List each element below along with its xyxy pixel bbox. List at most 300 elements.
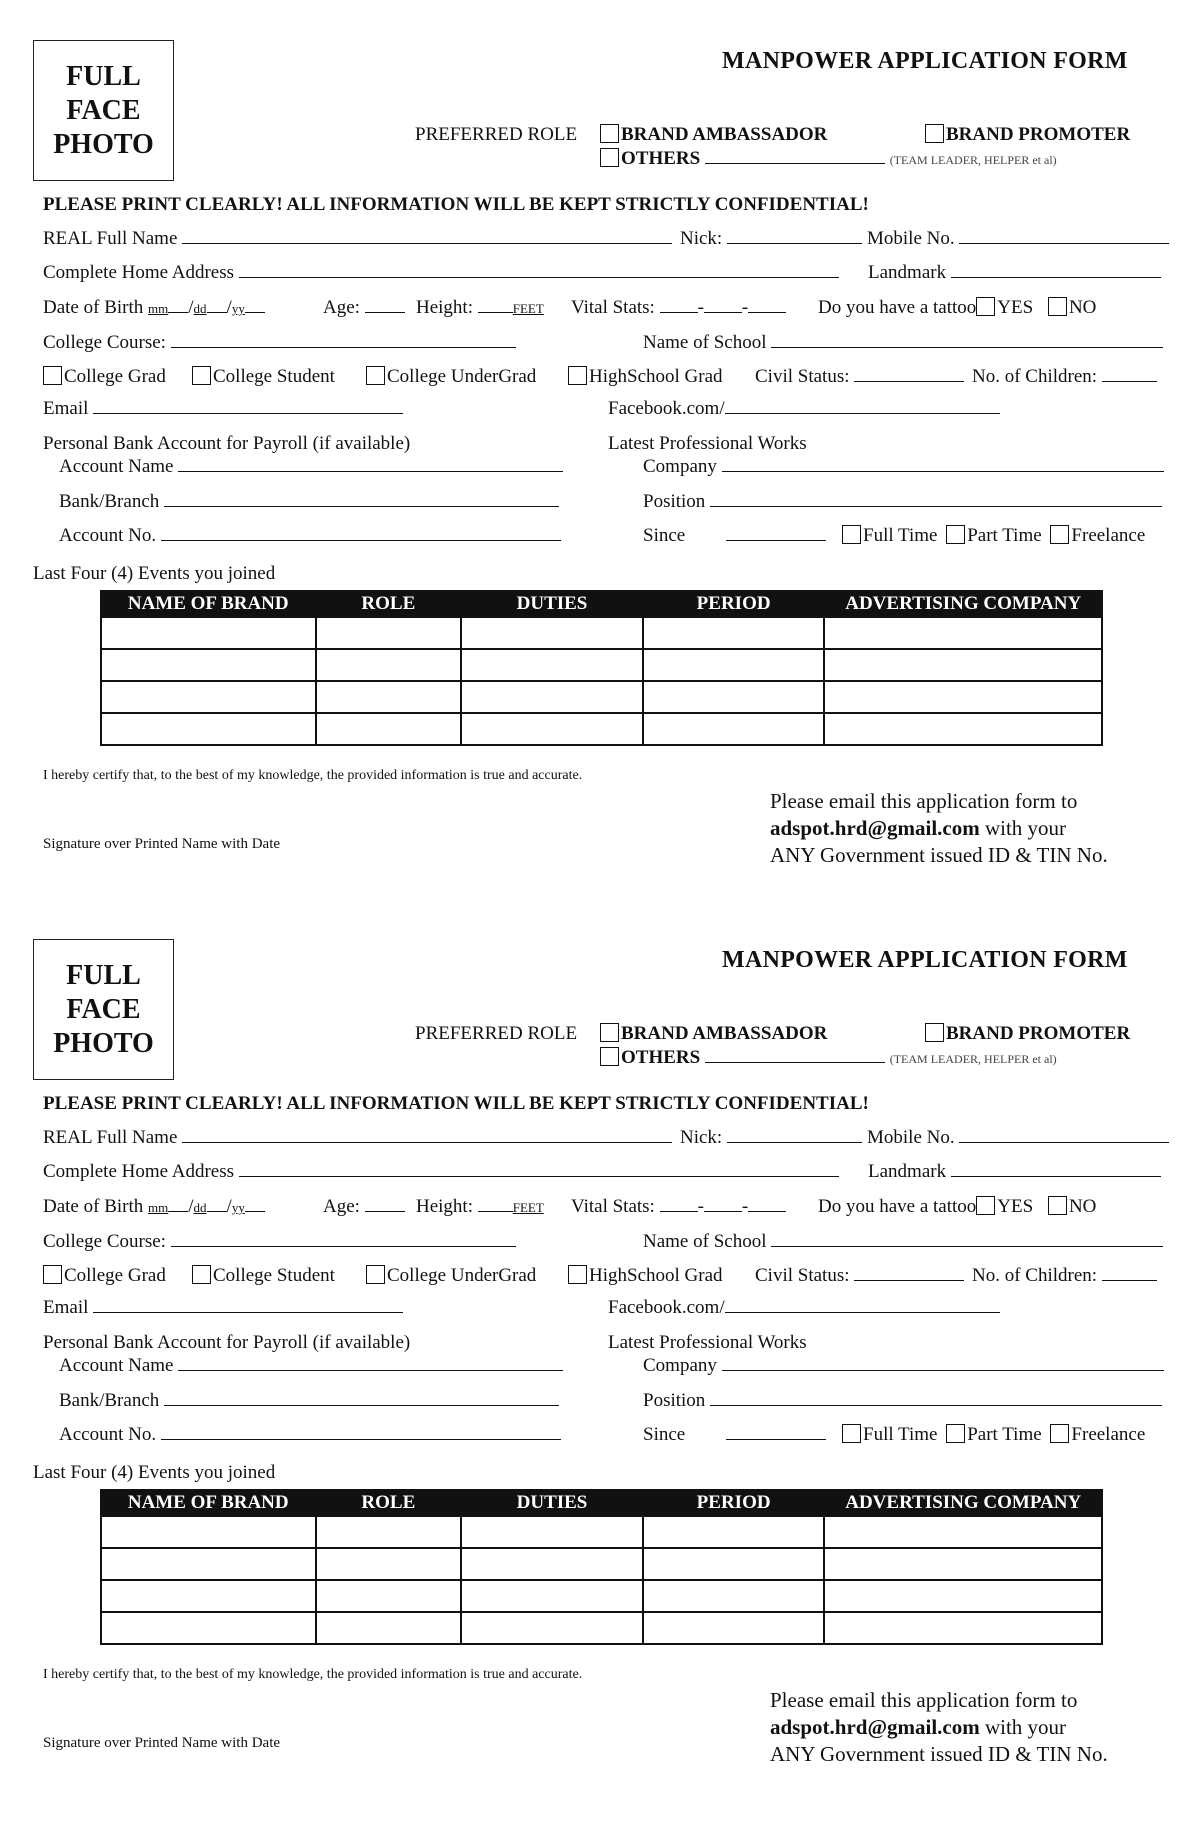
position-field[interactable] xyxy=(643,491,1162,513)
checkbox-full-time[interactable] xyxy=(842,1424,861,1443)
college-course-field[interactable] xyxy=(43,332,516,354)
full-name-field[interactable] xyxy=(43,1127,672,1149)
checkbox-college-grad[interactable] xyxy=(43,1265,62,1284)
events-table-cell[interactable] xyxy=(643,649,825,681)
events-table-cell[interactable] xyxy=(461,713,643,745)
events-header-row xyxy=(101,1490,1102,1516)
events-table-cell[interactable] xyxy=(316,1580,462,1612)
height-field[interactable] xyxy=(416,1196,544,1218)
edu-college-grad[interactable] xyxy=(43,1265,166,1287)
children-input[interactable] xyxy=(1102,366,1157,382)
civil-status-label: Civil Status: xyxy=(755,366,850,387)
address-label: Complete Home Address xyxy=(43,1161,235,1182)
age-field[interactable] xyxy=(323,1196,405,1218)
events-table-cell[interactable] xyxy=(316,681,462,713)
school-label: Name of School xyxy=(643,1231,767,1252)
landmark-field[interactable] xyxy=(868,262,1161,284)
employment-type-options xyxy=(842,1424,1145,1446)
dob-field[interactable]: Date of Birth mm /dd /yy xyxy=(43,1196,265,1218)
col-period: PERIOD xyxy=(643,591,825,617)
since-field[interactable] xyxy=(643,1424,826,1446)
age-input[interactable] xyxy=(365,297,405,313)
instructions-line1: Please email this application form to xyxy=(770,1688,1078,1712)
signature-label: Signature over Printed Name with Date xyxy=(43,1735,281,1751)
events-table-cell[interactable] xyxy=(461,1612,643,1644)
checkbox-brand-promoter[interactable] xyxy=(925,124,944,143)
tattoo-label: Do you have a tattoo xyxy=(818,297,977,318)
bank-branch-input[interactable] xyxy=(164,1390,559,1406)
full-name-label: REAL Full Name xyxy=(43,1127,178,1148)
facebook-field[interactable] xyxy=(608,398,1000,420)
events-title: Last Four (4) Events you joined xyxy=(33,1462,276,1483)
college-course-input[interactable] xyxy=(171,1231,516,1247)
events-table-row xyxy=(101,681,1102,713)
since-label: Since xyxy=(643,525,686,546)
highschool-grad-label: HighSchool Grad xyxy=(589,366,723,387)
events-table-cell[interactable] xyxy=(101,1612,316,1644)
events-table-row xyxy=(101,1612,1102,1644)
professional-works-header: Latest Professional Works xyxy=(608,433,807,454)
college-course-label: College Course: xyxy=(43,332,166,353)
college-course-input[interactable] xyxy=(171,332,516,348)
landmark-input[interactable] xyxy=(951,262,1161,278)
account-no-label: Account No. xyxy=(59,1424,157,1445)
mobile-input[interactable] xyxy=(959,228,1169,244)
dob-mm[interactable]: mm xyxy=(148,301,169,316)
role-promoter-label: BRAND PROMOTER xyxy=(946,1023,1131,1044)
events-table-row xyxy=(101,713,1102,745)
vital-stats-field[interactable]: Vital Stats: - - xyxy=(571,297,786,319)
school-label: Name of School xyxy=(643,332,767,353)
col-role: ROLE xyxy=(316,591,462,617)
tattoo-field xyxy=(818,1196,1096,1218)
others-note: (TEAM LEADER, HELPER et al) xyxy=(889,153,1057,167)
checkbox-brand-promoter[interactable] xyxy=(925,1023,944,1042)
email-field[interactable] xyxy=(43,1297,403,1319)
nick-field[interactable] xyxy=(680,1127,862,1149)
tattoo-field xyxy=(818,297,1096,319)
height-label: Height: xyxy=(416,1196,473,1217)
nick-input[interactable] xyxy=(727,228,862,244)
mobile-input[interactable] xyxy=(959,1127,1169,1143)
part-time-label: Part Time xyxy=(967,525,1042,546)
events-table-cell[interactable] xyxy=(643,1580,825,1612)
events-table-cell[interactable] xyxy=(643,617,825,649)
events-table-cell[interactable] xyxy=(316,617,462,649)
landmark-label: Landmark xyxy=(868,262,947,283)
events-table-cell[interactable] xyxy=(824,681,1102,713)
edu-college-student[interactable] xyxy=(192,366,335,388)
bank-account-header: Personal Bank Account for Payroll (if available) xyxy=(43,1332,411,1353)
role-option-promoter[interactable] xyxy=(925,1023,1130,1045)
events-table-cell[interactable] xyxy=(643,1548,825,1580)
role-option-others[interactable] xyxy=(600,1047,1057,1069)
col-duties: DUTIES xyxy=(461,1490,643,1516)
company-field[interactable] xyxy=(643,456,1164,478)
children-label: No. of Children: xyxy=(972,1265,1098,1286)
events-table-cell[interactable] xyxy=(316,1548,462,1580)
civil-status-input[interactable] xyxy=(854,1265,964,1281)
instructions-line2 xyxy=(770,1714,1108,1741)
events-table-cell[interactable] xyxy=(824,649,1102,681)
dob-dd-line[interactable] xyxy=(207,297,227,313)
role-option-others[interactable] xyxy=(600,148,1057,170)
edu-highschool-grad[interactable] xyxy=(568,366,723,388)
events-table-cell[interactable] xyxy=(101,1516,316,1548)
nick-label: Nick: xyxy=(680,1127,723,1148)
account-name-label: Account Name xyxy=(59,1355,174,1376)
facebook-input[interactable] xyxy=(725,398,1000,414)
events-table-cell[interactable] xyxy=(101,1548,316,1580)
professional-works-header: Latest Professional Works xyxy=(608,1332,807,1353)
dob-label: Date of Birth xyxy=(43,1196,144,1217)
position-input[interactable] xyxy=(710,1390,1162,1406)
account-no-field[interactable] xyxy=(59,1424,561,1446)
address-field[interactable] xyxy=(43,262,839,284)
tattoo-yes-label: YES xyxy=(997,1196,1034,1217)
checkbox-highschool-grad[interactable] xyxy=(568,1265,587,1284)
address-input[interactable] xyxy=(239,1161,839,1177)
events-table-cell[interactable] xyxy=(824,713,1102,745)
dob-label: Date of Birth xyxy=(43,297,144,318)
checkbox-brand-ambassador[interactable] xyxy=(600,124,619,143)
email-instructions xyxy=(770,788,1108,869)
address-input[interactable] xyxy=(239,262,839,278)
events-table-row xyxy=(101,1548,1102,1580)
address-field[interactable] xyxy=(43,1161,839,1183)
events-table-cell[interactable] xyxy=(643,681,825,713)
others-input-line[interactable] xyxy=(705,148,885,164)
edu-college-student[interactable] xyxy=(192,1265,335,1287)
others-input-line[interactable] xyxy=(705,1047,885,1063)
photo-label-line3: PHOTO xyxy=(53,128,154,160)
account-no-field[interactable] xyxy=(59,525,561,547)
instructions-line3: ANY Government issued ID & TIN No. xyxy=(770,843,1108,867)
email-field[interactable] xyxy=(43,398,403,420)
children-label: No. of Children: xyxy=(972,366,1098,387)
role-option-promoter[interactable] xyxy=(925,124,1130,146)
photo-label-line1: FULL xyxy=(66,60,141,92)
full-face-photo-box xyxy=(33,40,174,181)
instructions-email[interactable]: adspot.hrd@gmail.com xyxy=(770,1715,980,1739)
events-table-cell[interactable] xyxy=(643,1612,825,1644)
events-table-cell[interactable] xyxy=(101,713,316,745)
role-option-ambassador[interactable] xyxy=(600,124,827,146)
instructions-line3: ANY Government issued ID & TIN No. xyxy=(770,1742,1108,1766)
checkbox-college-undergrad[interactable] xyxy=(366,366,385,385)
events-table-cell[interactable] xyxy=(461,617,643,649)
landmark-input[interactable] xyxy=(951,1161,1161,1177)
civil-status-label: Civil Status: xyxy=(755,1265,850,1286)
school-field[interactable] xyxy=(643,332,1163,354)
dob-dd[interactable]: dd xyxy=(193,301,207,316)
instructions-with-your: with your xyxy=(979,816,1067,840)
events-table-row xyxy=(101,1580,1102,1612)
events-table-cell[interactable] xyxy=(461,649,643,681)
col-duties: DUTIES xyxy=(461,591,643,617)
college-grad-label: College Grad xyxy=(64,1265,166,1286)
full-time-label: Full Time xyxy=(863,525,938,546)
checkbox-part-time[interactable] xyxy=(946,525,965,544)
others-note: (TEAM LEADER, HELPER et al) xyxy=(889,1052,1057,1066)
vital-input-3[interactable] xyxy=(748,297,786,313)
edu-college-undergrad[interactable] xyxy=(366,1265,536,1287)
edu-highschool-grad[interactable] xyxy=(568,1265,723,1287)
events-table-cell[interactable] xyxy=(824,1548,1102,1580)
dob-dd-line[interactable] xyxy=(207,1196,227,1212)
highschool-grad-label: HighSchool Grad xyxy=(589,1265,723,1286)
full-name-input[interactable] xyxy=(182,228,672,244)
full-time-label: Full Time xyxy=(863,1424,938,1445)
tattoo-no-label: NO xyxy=(1068,297,1097,318)
age-label: Age: xyxy=(323,1196,360,1217)
children-field[interactable] xyxy=(972,366,1157,388)
checkbox-freelance[interactable] xyxy=(1050,525,1069,544)
checkbox-brand-ambassador[interactable] xyxy=(600,1023,619,1042)
events-table-row xyxy=(101,617,1102,649)
vital-input-2[interactable] xyxy=(704,1196,742,1212)
facebook-label: Facebook.com/ xyxy=(608,1297,725,1318)
vital-stats-label: Vital Stats: xyxy=(571,1196,655,1217)
account-name-input[interactable] xyxy=(178,1355,563,1371)
company-label: Company xyxy=(643,1355,717,1376)
company-input[interactable] xyxy=(722,456,1164,472)
preferred-role-label: PREFERRED ROLE xyxy=(415,1023,578,1044)
events-table-cell[interactable] xyxy=(643,1516,825,1548)
role-ambassador-label: BRAND AMBASSADOR xyxy=(621,1023,828,1044)
full-name-field[interactable] xyxy=(43,228,672,250)
checkbox-freelance[interactable] xyxy=(1050,1424,1069,1443)
checkbox-others[interactable] xyxy=(600,1047,619,1066)
company-field[interactable] xyxy=(643,1355,1164,1377)
bank-branch-field[interactable] xyxy=(59,491,559,513)
age-field[interactable] xyxy=(323,297,405,319)
email-input[interactable] xyxy=(93,1297,403,1313)
events-table-cell[interactable] xyxy=(101,1580,316,1612)
events-table-cell[interactable] xyxy=(101,617,316,649)
height-input[interactable] xyxy=(478,297,513,313)
bank-branch-label: Bank/Branch xyxy=(59,491,160,512)
checkbox-others[interactable] xyxy=(600,148,619,167)
instructions-email[interactable]: adspot.hrd@gmail.com xyxy=(770,816,980,840)
address-label: Complete Home Address xyxy=(43,262,235,283)
mobile-label: Mobile No. xyxy=(867,1127,955,1148)
dob-yy-line[interactable] xyxy=(245,1196,265,1212)
account-name-field[interactable] xyxy=(59,1355,563,1377)
facebook-label: Facebook.com/ xyxy=(608,398,725,419)
col-period: PERIOD xyxy=(643,1490,825,1516)
vital-input-3[interactable] xyxy=(748,1196,786,1212)
events-table-cell[interactable] xyxy=(316,1612,462,1644)
height-unit: FEET xyxy=(512,301,544,316)
vital-stats-field[interactable]: Vital Stats: - - xyxy=(571,1196,786,1218)
since-label: Since xyxy=(643,1424,686,1445)
account-no-label: Account No. xyxy=(59,525,157,546)
checkbox-college-undergrad[interactable] xyxy=(366,1265,385,1284)
company-label: Company xyxy=(643,456,717,477)
dob-dd[interactable]: dd xyxy=(193,1200,207,1215)
events-table-cell[interactable] xyxy=(824,1516,1102,1548)
instructions-line2 xyxy=(770,815,1108,842)
role-others-label: OTHERS xyxy=(621,1047,701,1068)
dob-yy-line[interactable] xyxy=(245,297,265,313)
events-table-cell[interactable] xyxy=(461,1516,643,1548)
tattoo-yes-label: YES xyxy=(997,297,1034,318)
events-table-cell[interactable] xyxy=(824,1612,1102,1644)
college-course-label: College Course: xyxy=(43,1231,166,1252)
confidential-notice: PLEASE PRINT CLEARLY! ALL INFORMATION WILL BE KEPT STRICTLY CONFIDENTIAL! xyxy=(43,1093,869,1114)
children-field[interactable] xyxy=(972,1265,1157,1287)
checkbox-college-grad[interactable] xyxy=(43,366,62,385)
nick-input[interactable] xyxy=(727,1127,862,1143)
college-course-field[interactable] xyxy=(43,1231,516,1253)
mobile-field[interactable] xyxy=(867,228,1169,250)
civil-status-input[interactable] xyxy=(854,366,964,382)
employment-type-options xyxy=(842,525,1145,547)
children-input[interactable] xyxy=(1102,1265,1157,1281)
checkbox-college-student[interactable] xyxy=(192,1265,211,1284)
dob-mm-line[interactable] xyxy=(168,1196,188,1212)
events-table-cell[interactable] xyxy=(461,1580,643,1612)
form-title: MANPOWER APPLICATION FORM xyxy=(722,947,1128,973)
checkbox-tattoo-no[interactable] xyxy=(1048,1196,1067,1215)
events-table-cell[interactable] xyxy=(824,1580,1102,1612)
email-instructions xyxy=(770,1687,1108,1768)
confidential-notice: PLEASE PRINT CLEARLY! ALL INFORMATION WILL BE KEPT STRICTLY CONFIDENTIAL! xyxy=(43,194,869,215)
email-label: Email xyxy=(43,1297,89,1318)
events-table-cell[interactable] xyxy=(101,649,316,681)
photo-label-line3: PHOTO xyxy=(53,1027,154,1059)
checkbox-part-time[interactable] xyxy=(946,1424,965,1443)
facebook-input[interactable] xyxy=(725,1297,1000,1313)
school-input[interactable] xyxy=(771,1231,1163,1247)
landmark-label: Landmark xyxy=(868,1161,947,1182)
school-input[interactable] xyxy=(771,332,1163,348)
dob-mm-line[interactable] xyxy=(168,297,188,313)
height-field[interactable] xyxy=(416,297,544,319)
college-student-label: College Student xyxy=(213,1265,335,1286)
bank-account-header: Personal Bank Account for Payroll (if available) xyxy=(43,433,411,454)
checkbox-college-student[interactable] xyxy=(192,366,211,385)
preferred-role-label: PREFERRED ROLE xyxy=(415,124,578,145)
events-table-cell[interactable] xyxy=(316,1516,462,1548)
facebook-field[interactable] xyxy=(608,1297,1000,1319)
events-title: Last Four (4) Events you joined xyxy=(33,563,276,584)
tattoo-no-label: NO xyxy=(1068,1196,1097,1217)
since-field[interactable] xyxy=(643,525,826,547)
nick-field[interactable] xyxy=(680,228,862,250)
since-input[interactable] xyxy=(726,1424,826,1440)
college-student-label: College Student xyxy=(213,366,335,387)
events-table-cell[interactable] xyxy=(643,713,825,745)
events-table-row xyxy=(101,649,1102,681)
events-table-cell[interactable] xyxy=(316,649,462,681)
role-promoter-label: BRAND PROMOTER xyxy=(946,124,1131,145)
events-table-cell[interactable] xyxy=(461,1548,643,1580)
photo-label-line2: FACE xyxy=(66,94,141,126)
mobile-field[interactable] xyxy=(867,1127,1169,1149)
height-input[interactable] xyxy=(478,1196,513,1212)
checkbox-full-time[interactable] xyxy=(842,525,861,544)
civil-status-field[interactable] xyxy=(755,1265,964,1287)
position-input[interactable] xyxy=(710,491,1162,507)
age-label: Age: xyxy=(323,297,360,318)
bank-branch-input[interactable] xyxy=(164,491,559,507)
landmark-field[interactable] xyxy=(868,1161,1161,1183)
signature-label: Signature over Printed Name with Date xyxy=(43,836,281,852)
college-undergrad-label: College UnderGrad xyxy=(387,366,537,387)
events-header-row xyxy=(101,591,1102,617)
civil-status-field[interactable] xyxy=(755,366,964,388)
col-advertising-company: ADVERTISING COMPANY xyxy=(824,591,1102,617)
application-form-2 xyxy=(0,899,1200,1799)
vital-input-2[interactable] xyxy=(704,297,742,313)
company-input[interactable] xyxy=(722,1355,1164,1371)
certification-statement: I hereby certify that, to the best of my knowledge, the provided information is true and accurate. xyxy=(43,1667,583,1682)
freelance-label: Freelance xyxy=(1071,525,1146,546)
mobile-label: Mobile No. xyxy=(867,228,955,249)
college-undergrad-label: College UnderGrad xyxy=(387,1265,537,1286)
part-time-label: Part Time xyxy=(967,1424,1042,1445)
position-field[interactable] xyxy=(643,1390,1162,1412)
checkbox-tattoo-yes[interactable] xyxy=(976,297,995,316)
edu-college-undergrad[interactable] xyxy=(366,366,536,388)
vital-stats-label: Vital Stats: xyxy=(571,297,655,318)
account-name-field[interactable] xyxy=(59,456,563,478)
form-title: MANPOWER APPLICATION FORM xyxy=(722,48,1128,74)
events-table-cell[interactable] xyxy=(824,617,1102,649)
dob-mm[interactable]: mm xyxy=(148,1200,169,1215)
account-no-input[interactable] xyxy=(161,1424,561,1440)
email-input[interactable] xyxy=(93,398,403,414)
age-input[interactable] xyxy=(365,1196,405,1212)
bank-branch-field[interactable] xyxy=(59,1390,559,1412)
events-table-cell[interactable] xyxy=(316,713,462,745)
role-option-ambassador[interactable] xyxy=(600,1023,827,1045)
col-advertising-company: ADVERTISING COMPANY xyxy=(824,1490,1102,1516)
school-field[interactable] xyxy=(643,1231,1163,1253)
account-no-input[interactable] xyxy=(161,525,561,541)
dob-field[interactable]: Date of Birth mm /dd /yy xyxy=(43,297,265,319)
events-table-cell[interactable] xyxy=(461,681,643,713)
email-label: Email xyxy=(43,398,89,419)
instructions-with-your: with your xyxy=(979,1715,1067,1739)
role-others-label: OTHERS xyxy=(621,148,701,169)
full-face-photo-box xyxy=(33,939,174,1080)
account-name-input[interactable] xyxy=(178,456,563,472)
photo-label-line1: FULL xyxy=(66,959,141,991)
nick-label: Nick: xyxy=(680,228,723,249)
vital-input-1[interactable] xyxy=(660,1196,698,1212)
dob-yy[interactable]: yy xyxy=(231,301,245,316)
col-name-of-brand: NAME OF BRAND xyxy=(101,1490,316,1516)
certification-statement: I hereby certify that, to the best of my knowledge, the provided information is true and accurate. xyxy=(43,768,583,783)
checkbox-tattoo-no[interactable] xyxy=(1048,297,1067,316)
dob-yy[interactable]: yy xyxy=(231,1200,245,1215)
edu-college-grad[interactable] xyxy=(43,366,166,388)
bank-branch-label: Bank/Branch xyxy=(59,1390,160,1411)
events-table-cell[interactable] xyxy=(101,681,316,713)
checkbox-tattoo-yes[interactable] xyxy=(976,1196,995,1215)
vital-input-1[interactable] xyxy=(660,297,698,313)
since-input[interactable] xyxy=(726,525,826,541)
application-form-1 xyxy=(0,0,1200,900)
instructions-line1: Please email this application form to xyxy=(770,789,1078,813)
full-name-input[interactable] xyxy=(182,1127,672,1143)
checkbox-highschool-grad[interactable] xyxy=(568,366,587,385)
col-role: ROLE xyxy=(316,1490,462,1516)
height-unit: FEET xyxy=(512,1200,544,1215)
